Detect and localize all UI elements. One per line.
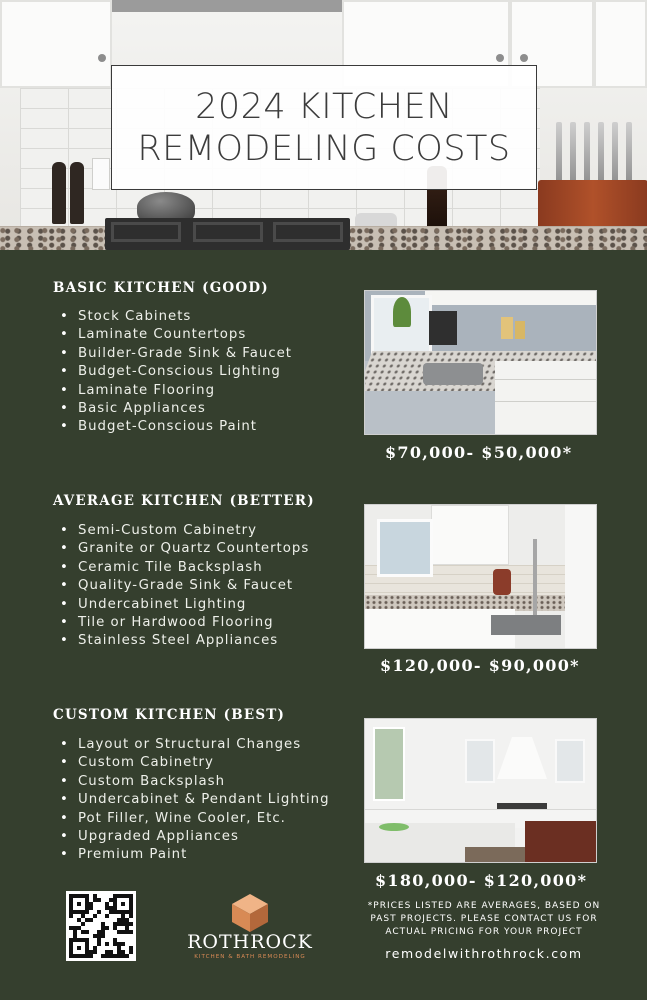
list-item: • Quality-Grade Sink & Faucet (60, 577, 309, 595)
list-item: • Budget-Conscious Paint (60, 418, 292, 436)
range-hood (112, 0, 342, 12)
list-item: • Basic Appliances (60, 400, 292, 418)
tier-list-custom (60, 736, 330, 865)
list-item: • Builder-Grade Sink & Faucet (60, 345, 292, 363)
knife (598, 122, 604, 184)
price-average: $120,000- $90,000* (380, 656, 580, 675)
list-item: • Laminate Countertops (60, 326, 292, 344)
list-item: • Undercabinet Lighting (60, 596, 309, 614)
custom-kitchen-photo (364, 718, 597, 863)
list-item: • Layout or Structural Changes (60, 736, 330, 754)
rothrock-logo (180, 892, 320, 962)
list-item: • Budget-Conscious Lighting (60, 363, 292, 381)
tier-heading-average: AVERAGE KITCHEN (BETTER) (53, 493, 315, 509)
upper-cabinet (0, 0, 112, 88)
pepper-mill (52, 162, 66, 224)
list-item: • Stainless Steel Appliances (60, 632, 309, 650)
price-disclaimer: *PRICES LISTED ARE AVERAGES, BASED ON PAST PROJECTS. PLEASE CONTACT US FOR ACTUAL PRICING FOR YOUR PROJECT (367, 901, 601, 937)
page-title (111, 65, 537, 190)
logo-tagline: KITCHEN & BATH REMODELING (194, 954, 306, 960)
list-item: • Upgraded Appliances (60, 828, 330, 846)
list-item: • Undercabinet & Pendant Lighting (60, 791, 330, 809)
wall-outlet (92, 158, 110, 190)
list-item: • Ceramic Tile Backsplash (60, 559, 309, 577)
list-item: • Premium Paint (60, 846, 330, 864)
list-item: • Stock Cabinets (60, 308, 292, 326)
qr-code-icon[interactable] (66, 891, 136, 961)
basic-kitchen-photo (364, 290, 597, 435)
tier-heading-basic: BASIC KITCHEN (GOOD) (53, 280, 269, 296)
knife (584, 122, 590, 184)
list-item: • Tile or Hardwood Flooring (60, 614, 309, 632)
title-line-1: 2024 KITCHEN (195, 86, 453, 127)
pepper-mill (70, 162, 84, 224)
upper-cabinet (594, 0, 647, 88)
website-link[interactable]: remodelwithrothrock.com (385, 946, 583, 961)
list-item: • Laminate Flooring (60, 382, 292, 400)
logo-name: ROTHROCK (187, 931, 313, 953)
list-item: • Custom Backsplash (60, 773, 330, 791)
list-item: • Semi-Custom Cabinetry (60, 522, 309, 540)
average-kitchen-photo (364, 504, 597, 649)
butter-dish (355, 213, 397, 227)
knife (626, 122, 632, 184)
list-item: • Pot Filler, Wine Cooler, Etc. (60, 810, 330, 828)
tier-list-average (60, 522, 309, 651)
knife (612, 122, 618, 184)
price-custom: $180,000- $120,000* (375, 871, 588, 890)
knife (556, 122, 562, 184)
knife (570, 122, 576, 184)
list-item: • Granite or Quartz Countertops (60, 540, 309, 558)
rothrock-logo-icon (229, 892, 271, 934)
title-line-2: REMODELING COSTS (137, 128, 511, 169)
list-item: • Custom Cabinetry (60, 754, 330, 772)
tier-list-basic (60, 308, 292, 437)
gas-stove (105, 218, 350, 250)
price-basic: $70,000- $50,000* (385, 443, 573, 462)
tier-heading-custom: CUSTOM KITCHEN (BEST) (53, 707, 286, 723)
